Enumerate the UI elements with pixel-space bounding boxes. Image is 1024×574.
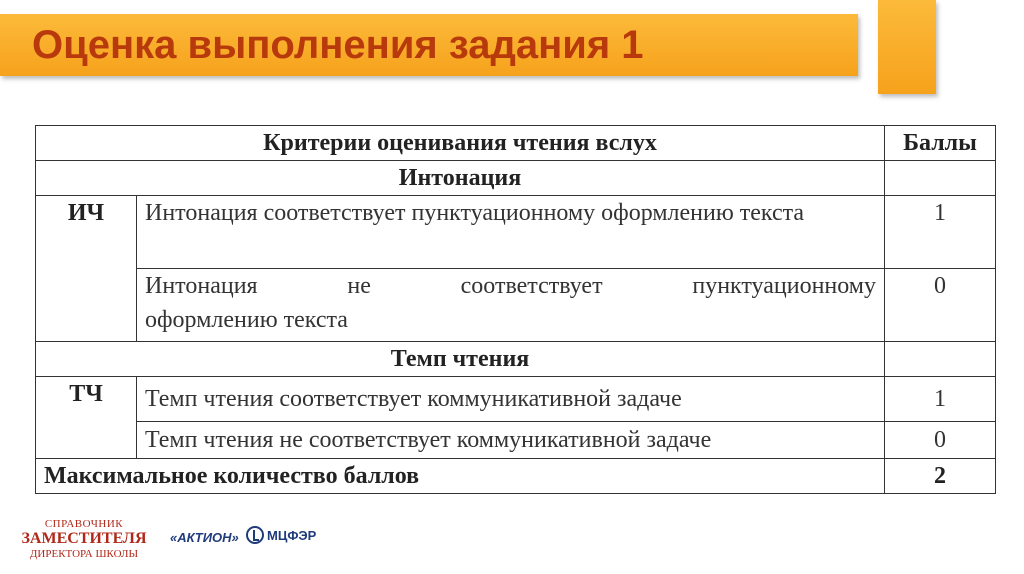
- logo-line: ЗАМЕСТИТЕЛЯ: [21, 530, 147, 547]
- section-empty-cell: [885, 342, 996, 377]
- footer-logos: [14, 518, 354, 566]
- total-row: [36, 459, 996, 494]
- criterion-description: Темп чтения не соответствует коммуникативной задаче: [137, 422, 885, 459]
- table-row: [36, 377, 996, 422]
- criterion-description-line2: оформлению текста: [145, 307, 348, 333]
- mcfer-text: МЦФЭР: [267, 527, 317, 543]
- page-title: Оценка выполнения задания 1: [32, 23, 644, 67]
- criterion-score: 0: [885, 422, 996, 459]
- criterion-description-line1: Интонация не соответствует пунктуационному: [145, 273, 876, 299]
- criterion-score: 0: [885, 269, 996, 342]
- aktion-logo: «АКТИОН»: [170, 530, 239, 545]
- section-title-tempo: Темп чтения: [36, 342, 885, 377]
- table-header-row: [36, 126, 996, 161]
- section-row-intonation: [36, 161, 996, 196]
- total-score: 2: [885, 459, 996, 494]
- header-criteria: Критерии оценивания чтения вслух: [36, 126, 885, 161]
- table-row: [36, 269, 996, 342]
- accent-block: [878, 0, 936, 94]
- criterion-description: Интонация соответствует пунктуационному оформлению текста: [137, 196, 885, 269]
- criteria-table: [35, 125, 996, 494]
- logo-line: СПРАВОЧНИК: [44, 518, 124, 530]
- table-row: [36, 422, 996, 459]
- logo-line: ДИРЕКТОРА ШКОЛЫ: [29, 548, 139, 560]
- criterion-code-ich: ИЧ: [36, 196, 137, 342]
- criterion-score: 1: [885, 377, 996, 422]
- criterion-code-tch: ТЧ: [36, 377, 137, 459]
- title-banner: [0, 14, 858, 76]
- section-empty-cell: [885, 161, 996, 196]
- criterion-description: [137, 269, 885, 342]
- zam-director-logo: [14, 518, 154, 560]
- mcfer-logo: [246, 526, 316, 544]
- criterion-score: 1: [885, 196, 996, 269]
- section-title-intonation: Интонация: [36, 161, 885, 196]
- mcfer-icon: [246, 526, 264, 544]
- header-points: Баллы: [885, 126, 996, 161]
- criterion-description: Темп чтения соответствует коммуникативной задаче: [137, 377, 885, 422]
- section-row-tempo: [36, 342, 996, 377]
- table-row: [36, 196, 996, 269]
- total-label: Максимальное количество баллов: [36, 459, 885, 494]
